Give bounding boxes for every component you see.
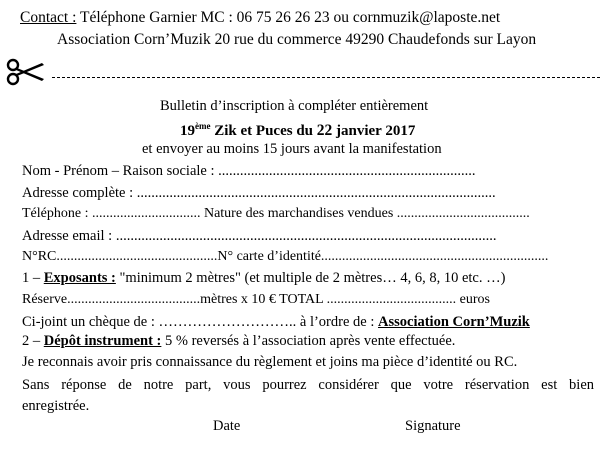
cheque-payee: Association Corn’Muzik <box>378 314 530 330</box>
event-suffix: ème <box>195 121 211 131</box>
no-reply-note-end: enregistrée. <box>22 398 90 414</box>
event-day: 22 <box>316 122 333 139</box>
section2-number: 2 – <box>22 333 44 349</box>
section1-number: 1 – <box>22 270 44 286</box>
field-email[interactable]: Adresse email : ......................................................................................................... <box>22 228 497 244</box>
deadline-note: et envoyer au moins 15 jours avant la manifestation <box>142 141 442 157</box>
event-date: janvier 2017 <box>332 123 416 139</box>
no-reply-note: Sans réponse de notre part, vous pourrez considérer que votre réservation est bien <box>22 377 594 393</box>
event-number: 19 <box>180 123 195 139</box>
signature-label: Signature <box>405 418 461 434</box>
contact-line <box>20 9 500 27</box>
field-name[interactable]: Nom - Prénom – Raison sociale : ....................................................................... <box>22 163 476 179</box>
form-intro: Bulletin d’inscription à compléter entièrement <box>160 98 429 114</box>
association-address: Association Corn’Muzik 20 rue du commerce 49290 Chaudefonds sur Layon <box>57 31 537 48</box>
contact-label: Contact : <box>20 9 77 26</box>
cheque-line <box>22 313 530 331</box>
reservation-line[interactable]: Réserve......................................mètres x 10 € TOTAL ..................................... euros <box>22 292 490 307</box>
field-phone-goods[interactable]: Téléphone : ............................... Nature des marchandises vendues ...................................... <box>22 206 530 221</box>
exhibitors-line <box>22 269 505 287</box>
event-name: Zik et Puces du <box>210 123 317 139</box>
exhibitors-desc: "minimum 2 mètres" (et multiple de 2 mètres… 4, 6, 8, 10 etc. …) <box>115 270 506 286</box>
acknowledgement: Je reconnais avoir pris connaissance du règlement et joins ma pièce d’identité ou RC. <box>22 354 518 370</box>
instrument-label: Dépôt instrument : <box>43 333 162 349</box>
date-label: Date <box>213 418 241 434</box>
scissors-icon <box>6 57 46 87</box>
event-title <box>180 117 415 140</box>
field-rc-id[interactable]: N°RC..............................................N° carte d’identité................................................................. <box>22 249 549 264</box>
cut-line <box>52 77 600 78</box>
exhibitors-label: Exposants : <box>43 270 116 286</box>
field-address[interactable]: Adresse complète : ................................................................................................... <box>22 185 496 201</box>
contact-details: Téléphone Garnier MC : 06 75 26 26 23 ou cornmuzik@laposte.net <box>76 9 501 26</box>
instrument-line <box>22 332 455 350</box>
instrument-desc: 5 % reversés à l’association après vente effectuée. <box>161 333 456 349</box>
cheque-text: Ci-joint un chèque de : ……………………….. à l’ordre de : <box>22 314 378 330</box>
